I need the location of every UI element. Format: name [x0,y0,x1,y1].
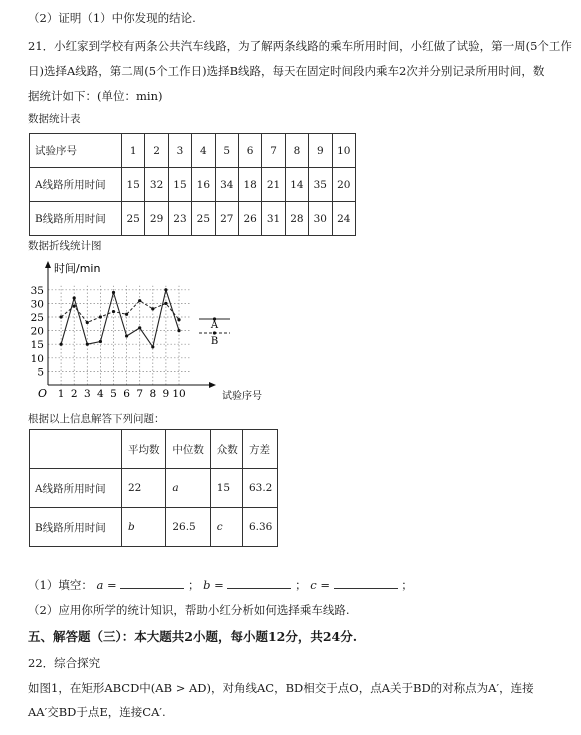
x-tick-label: 10 [172,388,186,400]
legend-marker-b [213,331,216,334]
blank-b[interactable] [227,576,291,589]
problem-21-line-2: 日)选择A线路，第二周(5个工作日)选择B线路，每天在固定时间段内乘车2次并分别记录所用时间，数 [28,64,545,78]
table-cell: 15 [210,469,242,508]
x-tick-label: 5 [110,388,117,400]
data-point-b [99,315,102,318]
legend-label-b: B [210,336,219,347]
x-tick-label: 1 [57,388,65,400]
table-cell: c [210,508,242,547]
legend-label-a: A [210,320,219,331]
data-point-b [73,305,76,308]
data-point-a [138,326,141,329]
table-cell: 20 [332,168,355,202]
table-row [30,168,356,202]
data-point-b [177,318,180,321]
table-cell: 24 [332,202,355,236]
table-cell: 18 [238,168,261,202]
table-cell: b [122,508,166,547]
data-point-a [73,296,76,299]
table-row [30,469,278,508]
fill-in-line [28,576,413,593]
table-cell: 23 [168,202,191,236]
table-header-cell: 1 [122,134,145,168]
line-chart [24,258,264,404]
x-tick-label: 6 [123,388,130,400]
table-cell: A线路所用时间 [30,469,122,508]
table-header-cell: 7 [262,134,285,168]
table-row [30,508,278,547]
data-point-a [60,343,63,346]
table-header-cell: 试验序号 [30,134,122,168]
x-axis-arrow [209,382,216,388]
separator: ； [187,578,200,592]
y-axis-arrow [45,261,51,268]
chart-caption: 数据折线统计图 [28,240,102,252]
stats-table [29,429,278,547]
table-cell: 15 [122,168,145,202]
problem-22-line-2: AA′交BD于点E，连接CA′. [28,705,166,719]
table-cell: 29 [145,202,168,236]
table-cell: 35 [309,168,332,202]
y-tick-label: 30 [30,298,44,311]
separator: ； [295,578,307,592]
table-caption: 数据统计表 [28,113,81,125]
data-point-a [177,329,180,332]
y-tick-label: 10 [30,352,44,365]
x-tick-label: 4 [97,388,104,400]
section-heading: 五、解答题（三）：本大题共2小题，每小题12分，共24分. [28,629,358,644]
table-header-cell: 2 [145,134,168,168]
data-point-a [125,334,128,337]
table-cell: 22 [122,469,166,508]
table-cell: 6.36 [242,508,277,547]
table-cell: 32 [145,168,168,202]
table-header-cell: 8 [285,134,308,168]
table-cell: A线路所用时间 [30,168,122,202]
table-header-cell: 平均数 [122,430,166,469]
y-tick-label: 5 [37,366,44,379]
table-cell: 26 [238,202,261,236]
table-header-cell: 方差 [242,430,277,469]
problem-22-title: 22．综合探究 [28,656,101,670]
table-cell: B线路所用时间 [30,202,122,236]
y-tick-label: 20 [30,325,44,338]
data-point-b [125,313,128,316]
blank-a[interactable] [120,576,184,589]
table-cell: 27 [215,202,238,236]
y-tick-label: 35 [30,284,44,297]
problem-22-line-1: 如图1，在矩形ABCD中(AB > AD)，对角线AC，BD相交于点O，点A关于BD的对称点为A′，连接 [28,681,534,695]
question-2-line: （2）应用你所学的统计知识，帮助小红分析如何选择乘车线路. [28,603,350,617]
table-header-cell: 5 [215,134,238,168]
table-cell: 25 [122,202,145,236]
x-tick-label: 7 [136,388,144,400]
data-point-a [86,343,89,346]
data-point-a [99,340,102,343]
table-cell: 21 [262,168,285,202]
x-tick-label: 9 [162,388,170,400]
fill-b-label: b = [203,578,224,592]
table-header-cell: 3 [168,134,191,168]
text-line-1: （2）证明（1）中你发现的结论. [28,11,196,25]
problem-21-line-3: 据统计如下：(单位：min) [28,89,163,103]
x-axis-label: 试验序号 [222,391,262,402]
fill-prefix: （1）填空： [28,578,93,592]
data-point-b [138,299,141,302]
table-cell: 25 [192,202,215,236]
table-header-cell: 6 [238,134,261,168]
x-tick-label: 2 [70,388,78,400]
table-header-cell [30,430,122,469]
table-row [30,202,356,236]
table-cell: B线路所用时间 [30,508,122,547]
y-tick-label: 25 [30,312,44,324]
table-cell: 16 [192,168,215,202]
table-cell: a [166,469,210,508]
table-header-cell: 9 [309,134,332,168]
series-line-a [61,290,179,347]
x-tick-label: 8 [149,388,157,400]
blank-c[interactable] [334,576,398,589]
table-cell: 14 [285,168,308,202]
data-point-b [60,315,63,318]
table-header-cell: 10 [332,134,355,168]
table-cell: 31 [262,202,285,236]
data-point-b [164,302,167,305]
data-table [29,133,356,236]
table-cell: 28 [285,202,308,236]
data-point-a [112,291,115,294]
table-cell: 30 [309,202,332,236]
x-tick-label: 3 [83,388,91,400]
table-header-row [30,134,356,168]
data-point-b [151,307,154,310]
data-point-b [86,321,89,324]
data-point-a [151,345,154,348]
table-header-cell: 4 [192,134,215,168]
origin-label: O [38,387,48,400]
table-header-row [30,430,278,469]
table-cell: 34 [215,168,238,202]
y-axis-label: 时间/min [54,262,101,275]
data-point-a [164,288,167,291]
table-header-cell: 中位数 [166,430,210,469]
question-intro: 根据以上信息解答下列问题： [28,413,165,425]
data-point-b [112,310,115,313]
fill-a-label: a = [96,578,117,592]
table-header-cell: 众数 [210,430,242,469]
table-cell: 63.2 [242,469,277,508]
y-tick-label: 15 [30,339,44,352]
table-cell: 26.5 [166,508,210,547]
fill-c-label: c = [310,578,330,592]
table-cell: 15 [168,168,191,202]
problem-21-line-1: 21．小红家到学校有两条公共汽车线路，为了解两条线路的乘车所用时间，小红做了试验，第一周(5个工作 [28,39,572,53]
separator: ； [401,578,413,592]
